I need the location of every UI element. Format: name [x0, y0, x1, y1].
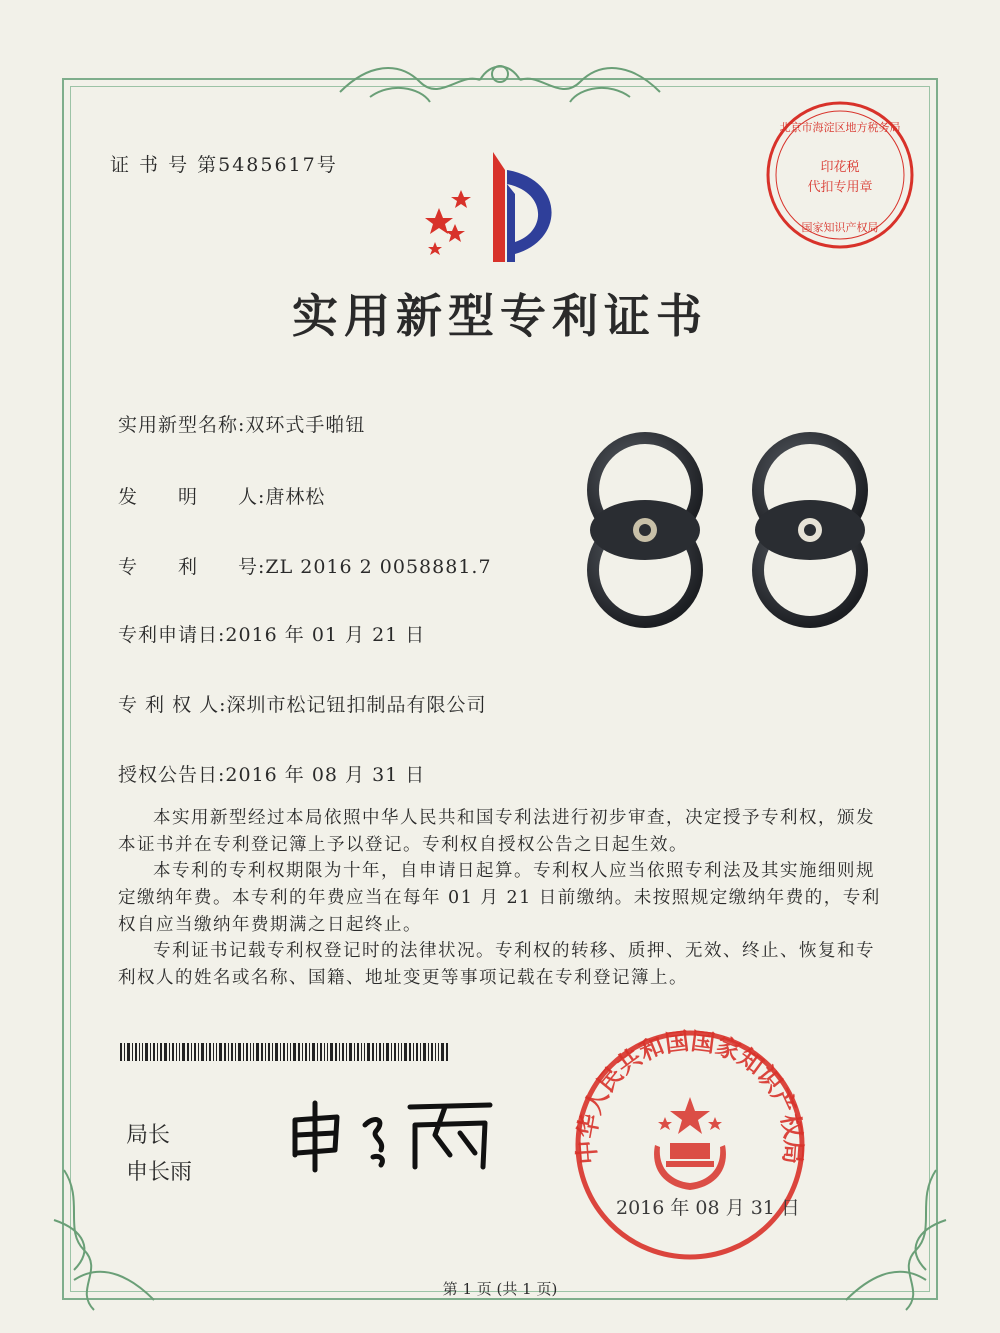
- field-label: 实用新型名称:: [118, 414, 246, 436]
- svg-text:国家知识产权局: 国家知识产权局: [801, 221, 879, 234]
- barcode: [120, 1043, 450, 1061]
- field-label: 专 利 号:: [118, 556, 266, 578]
- director-name: 申长雨: [126, 1160, 193, 1185]
- field-application-date: [118, 620, 425, 647]
- field-patent-number: [118, 552, 492, 579]
- director-signature: [285, 1095, 505, 1175]
- body-paragraph-1: 本实用新型经过本局依照中华人民共和国专利法进行初步审查，决定授予专利权，颁发本证书并在专利登记簿上予以登记。专利权自授权公告之日起生效。: [118, 808, 875, 855]
- field-label: 专利申请日:: [118, 624, 226, 646]
- svg-text:代扣专用章: 代扣专用章: [807, 180, 873, 195]
- field-label: 授权公告日:: [118, 764, 226, 786]
- field-grant-date: [118, 760, 425, 787]
- body-paragraph-3: 专利证书记载专利权登记时的法律状况。专利权的转移、质押、无效、终止、恢复和专利权人的姓名或名称、国籍、地址变更等事项记载在专利登记簿上。: [118, 941, 875, 988]
- certificate-number: 证 书 号 第5485617号: [110, 154, 338, 176]
- director-title: 局长: [126, 1123, 171, 1148]
- field-utility-model-name: [118, 410, 365, 437]
- svg-text:中华人民共和国国家知识产权局: 中华人民共和国国家知识产权局: [572, 1027, 808, 1166]
- seal-date: 2016 年 08 月 31 日: [616, 1197, 800, 1219]
- page-number: 第 1 页 (共 1 页): [442, 1280, 558, 1298]
- field-value: 双环式手啪钮: [245, 414, 366, 436]
- body-paragraph-2: 本专利的专利权期限为十年，自申请日起算。专利权人应当依照专利法及其实施细则规定缴纳年费。本专利的年费应当在每年 01 月 21 日前缴纳。未按照规定缴纳年费的，专利权自应当缴纳年费期满之日起终止。: [118, 861, 881, 935]
- field-value: ZL 2016 2 0058881.7: [265, 556, 492, 578]
- svg-text:印花税: 印花税: [820, 160, 860, 175]
- certificate-title: 实用新型专利证书: [292, 289, 708, 343]
- field-inventor: [118, 482, 325, 509]
- field-label: 专 利 权 人:: [118, 694, 227, 716]
- national-emblem: [654, 1097, 726, 1190]
- snap-button-left: [590, 438, 700, 622]
- field-value: 2016 年 08 月 31 日: [225, 764, 426, 786]
- sipo-official-seal: [570, 1025, 810, 1265]
- field-value: 2016 年 01 月 21 日: [225, 624, 426, 646]
- sipo-logo: [415, 150, 575, 270]
- field-value: 深圳市松记钮扣制品有限公司: [226, 694, 487, 716]
- snap-button-right: [755, 438, 865, 622]
- field-label: 发 明 人:: [118, 486, 266, 508]
- svg-text:北京市海淀区地方税务局: 北京市海淀区地方税务局: [779, 121, 901, 134]
- tax-stamp-seal: [760, 95, 920, 255]
- field-patentee: [118, 690, 487, 717]
- product-photo: [580, 430, 880, 630]
- top-ornament: [330, 52, 670, 112]
- field-value: 唐林松: [265, 486, 326, 508]
